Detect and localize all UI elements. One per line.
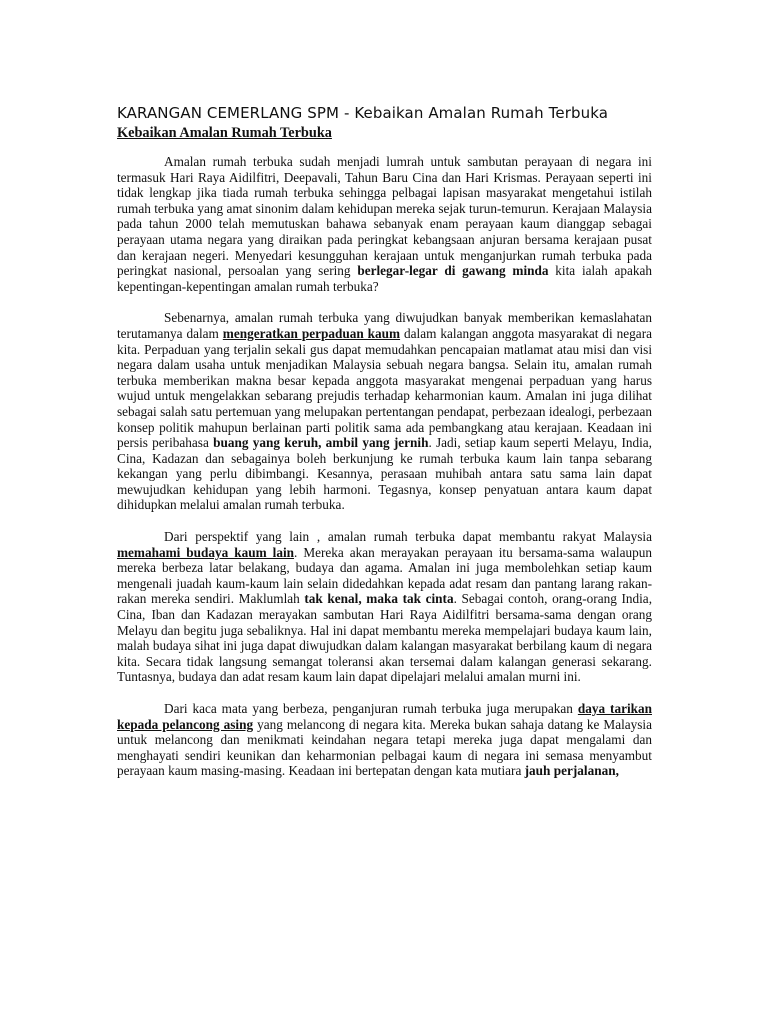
paragraph-text: Amalan rumah terbuka sudah menjadi lumrah untuk sambutan perayaan di negara ini termasuk Hari Raya Aidilfitri, Deepavali, Tahun Baru Cina dan Hari Krismas. Perayaan seperti ini tidak lengkap jika tiada rumah terbuka sehingga pelbagai lapisan masyarakat mengetahui istilah rumah terbuka yang amat sinonim dalam kehidupan mereka sejak turun-temurun. Kerajaan Malaysia pada tahun 2000 telah memutuskan bahawa sebanyak enam perayaan kaum dianggap sebagai perayaan utama negara yang diraikan pada peringkat kebangsaan anjuran bersama kerajaan pusat dan kerajaan negeri. Menyedari kesungguhan kerajaan untuk menganjurkan rumah terbuka pada peringkat nasional, persoalan yang sering [117,154,652,279]
paragraph-point-1 [117,310,652,513]
key-point: memahami budaya kaum lain [117,544,295,560]
paragraph-text: Dari perspektif yang lain , amalan rumah terbuka dapat membantu rakyat Malaysia [164,529,652,545]
paragraph-point-3 [117,701,652,779]
paragraph-text: kita ialah apakah kepentingan-kepentingan amalan rumah terbuka? [117,263,652,294]
paragraph-text: . Mereka akan merayakan perayaan itu bersama-sama walaupun mereka berbeza latar belakang, budaya dan agama. Amalan ini juga membolehkan setiap kaum mengenali juadah kaum-kaum lain selain didedahkan kepada adat resam dan pantang larang rakan-rakan mereka sendiri. Maklumlah [117,544,652,607]
highlight-phrase: buang yang keruh, ambil yang jernih [213,435,429,451]
paragraph-text: . Sebagai contoh, orang-orang India, Cina, Iban dan Kadazan merayakan sambutan Hari Raya Aidilfitri bersama-sama dengan orang Melayu dan begitu juga sebaliknya. Hal ini dapat membantu mereka mempelajari budaya kaum lain, malah budaya sihat ini juga dapat diwujudkan dalam kalangan masyarakat berbilang kaum di negara kita. Secara tidak langsung semangat toleransi akan tersemai dalam kalangan generasi sekarang. Tuntasnya, budaya dan adat resam kaum lain dapat dipelajari melalui amalan murni ini. [117,591,652,685]
paragraph-text: Dari kaca mata yang berbeza, penganjuran rumah terbuka juga merupakan [164,701,578,716]
paragraph-text: . Jadi, setiap kaum seperti Melayu, India, Cina, Kadazan dan sebagainya boleh berkunjung ke rumah terbuka kaum lain tanpa sebarang kekangan yang perlu dibimbangi. Kesannya, perasaan muhibah antara satu sama lain dapat mewujudkan kehidupan yang lebih harmoni. Tegasnya, konsep penyatuan antara kaum dapat dihidupkan melalui amalan rumah terbuka. [117,435,652,513]
document-body [117,154,652,795]
paragraph-intro [117,154,652,294]
document-subtitle: Kebaikan Amalan Rumah Terbuka [117,125,332,141]
paragraph-text: Sebenarnya, amalan rumah terbuka yang diwujudkan banyak memberikan kemaslahatan terutamanya dalam [117,310,652,341]
highlight-phrase: jauh perjalanan, [524,763,619,779]
paragraph-point-2 [117,529,652,685]
paragraph-text: dalam kalangan anggota masyarakat di negara kita. Perpaduan yang terjalin sekali gus dapat memudahkan pencapaian matlamat atau misi dan visi negara dalam usaha untuk menjadikan Malaysia sebuah negara bangsa. Selain itu, amalan rumah terbuka memberikan makna besar kepada anggota masyarakat mengenai perpaduan yang harus wujud untuk mengelakkan sebarang prejudis terhadap keharmonian kaum. Amalan ini juga dilihat sebagai salah satu pertemuan yang melupakan pertentangan pendapat, perbezaan idealogi, perbezaan konsep politik mahupun berlainan parti politik sama ada pembangkang atau kerajaan. Keadaan ini persis peribahasa [117,325,652,451]
highlight-phrase: tak kenal, maka tak cinta [304,591,454,607]
key-point: daya tarikan kepada pelancong asing [117,701,652,732]
paragraph-text: yang melancong di negara kita. Mereka bukan sahaja datang ke Malaysia untuk melancong dan menikmati keindahan negara tetapi mereka juga dapat mengalami dan menghayati sendiri keunikan dan keharmonian pelbagai kaum di negara ini semasa menyambut perayaan kaum masing-masing. Keadaan ini bertepatan dengan kata mutiara [117,716,652,779]
key-point: mengeratkan perpaduan kaum [222,325,401,341]
document-title: KARANGAN CEMERLANG SPM - Kebaikan Amalan Rumah Terbuka [117,104,609,122]
highlight-phrase: berlegar-legar di gawang minda [357,263,549,279]
